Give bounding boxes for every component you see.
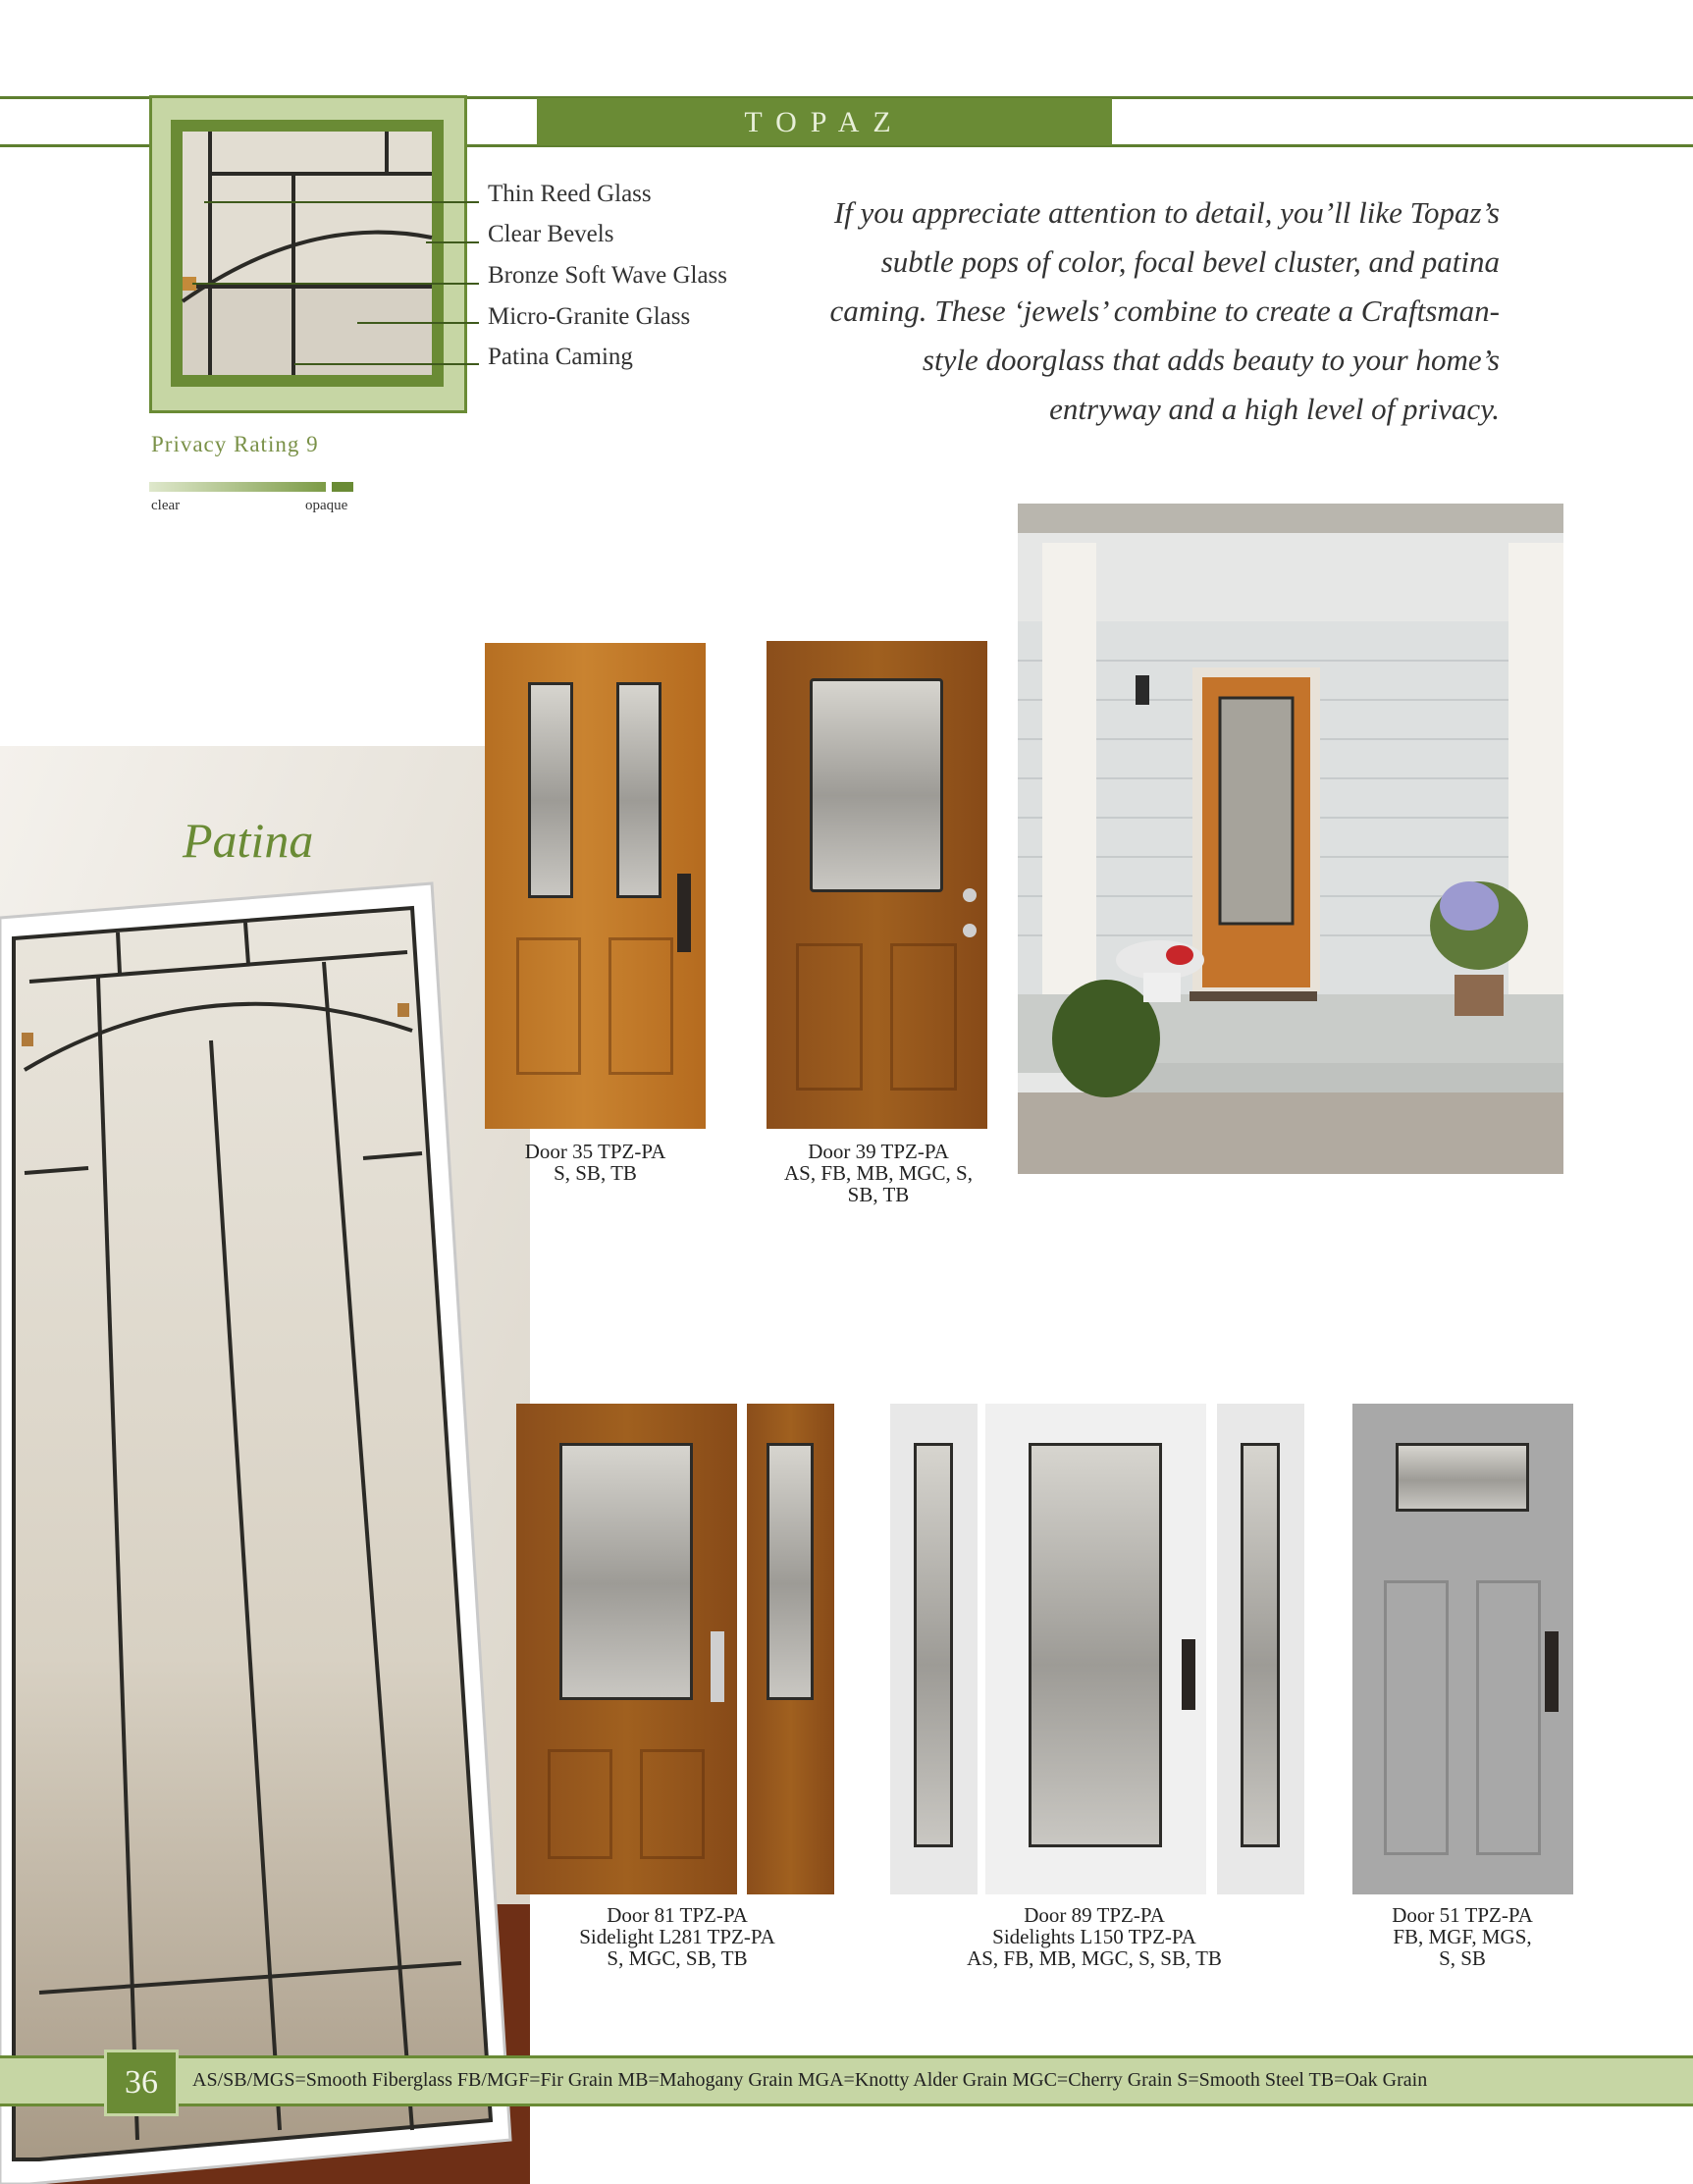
door-panel xyxy=(608,937,673,1075)
door-35-caption xyxy=(485,1141,706,1184)
door-handle xyxy=(711,1631,724,1702)
door-panel xyxy=(1384,1580,1449,1855)
caming-label: Patina xyxy=(183,813,314,868)
callout-line xyxy=(357,322,479,324)
caption-line: Door 39 TPZ-PA xyxy=(808,1140,949,1163)
feature-thin-reed-glass: Thin Reed Glass xyxy=(488,181,652,207)
feature-patina-caming: Patina Caming xyxy=(488,344,633,370)
caption-line: SB, TB xyxy=(847,1183,910,1206)
door-89-caption xyxy=(942,1904,1246,1969)
page-number: 36 xyxy=(104,2050,179,2116)
sidelight-l150-right-image xyxy=(1217,1404,1304,1894)
sidelight-glass xyxy=(767,1443,814,1700)
door-glass xyxy=(559,1443,693,1700)
door-panel xyxy=(640,1749,705,1859)
caption-line: S, SB, TB xyxy=(554,1161,637,1185)
caption-line: Door 51 TPZ-PA xyxy=(1392,1903,1533,1927)
series-title: TOPAZ xyxy=(537,98,1112,145)
door-glass xyxy=(528,682,573,898)
door-handle xyxy=(677,874,691,952)
door-89-image xyxy=(985,1404,1206,1894)
glass-swatch xyxy=(171,120,444,387)
caption-line: FB, MGF, MGS, xyxy=(1393,1925,1532,1948)
door-panel xyxy=(890,943,957,1091)
privacy-rating: Privacy Rating 9 xyxy=(151,432,319,456)
intro-paragraph: If you appreciate attention to detail, you’ll like Topaz’s subtle pops of color, focal bevel cluster, and patina caming. These ‘jewels’ combine to create a Craftsman-style doorglass that adds beauty to your home’s entryway and a high level of privacy. xyxy=(829,195,1500,426)
door-handle xyxy=(1545,1631,1559,1712)
door-panel xyxy=(516,937,581,1075)
door-35-image xyxy=(485,643,706,1129)
door-panel xyxy=(548,1749,612,1859)
large-glass-photo xyxy=(0,746,530,2184)
callout-line xyxy=(426,241,479,243)
callout-line xyxy=(192,283,479,285)
callout-line xyxy=(204,201,479,203)
privacy-scale-max: opaque xyxy=(305,498,348,513)
sidelight-l150-left-image xyxy=(890,1404,978,1894)
door-39-image xyxy=(767,641,987,1129)
caption-line: S, SB xyxy=(1439,1946,1486,1970)
callout-line xyxy=(294,363,479,365)
sidelight-glass xyxy=(1241,1443,1280,1847)
door-51-image xyxy=(1352,1404,1573,1894)
door-81-image xyxy=(516,1404,737,1894)
caption-line: Sidelight L281 TPZ-PA xyxy=(579,1925,775,1948)
caption-line: Door 35 TPZ-PA xyxy=(524,1140,666,1163)
feature-micro-granite-glass: Micro-Granite Glass xyxy=(488,303,691,330)
caption-line: Door 81 TPZ-PA xyxy=(607,1903,748,1927)
caption-line: Door 89 TPZ-PA xyxy=(1024,1903,1165,1927)
door-glass xyxy=(1396,1443,1529,1512)
porch-photo xyxy=(1018,504,1563,1174)
privacy-scale-bar xyxy=(149,482,326,492)
caption-line: AS, FB, MB, MGC, S, SB, TB xyxy=(967,1946,1222,1970)
door-panel xyxy=(796,943,863,1091)
sidelight-glass xyxy=(914,1443,953,1847)
door-glass xyxy=(1029,1443,1162,1847)
door-knob xyxy=(963,924,977,937)
door-glass xyxy=(810,678,943,892)
door-81-caption xyxy=(550,1904,805,1969)
porch-photo-art xyxy=(1018,504,1563,1174)
glass-swatch-art xyxy=(171,120,444,387)
privacy-scale-min: clear xyxy=(151,498,181,513)
caption-line: S, MGC, SB, TB xyxy=(607,1946,748,1970)
door-51-caption xyxy=(1340,1904,1585,1969)
caption-line: Sidelights L150 TPZ-PA xyxy=(992,1925,1196,1948)
feature-bronze-soft-wave-glass: Bronze Soft Wave Glass xyxy=(488,262,728,289)
feature-clear-bevels: Clear Bevels xyxy=(488,221,614,247)
door-handle xyxy=(1182,1639,1195,1710)
large-glass-art xyxy=(0,746,530,2184)
finish-legend: AS/SB/MGS=Smooth Fiberglass FB/MGF=Fir Grain MB=Mahogany Grain MGA=Knotty Alder Grain MGC=Cherry Grain S=Smooth Steel TB=Oak Grain xyxy=(192,2069,1428,2091)
footer-rule-bottom xyxy=(0,2104,1693,2106)
door-knob xyxy=(963,888,977,902)
door-glass xyxy=(616,682,661,898)
caption-line: AS, FB, MB, MGC, S, xyxy=(784,1161,973,1185)
door-39-caption xyxy=(756,1141,1001,1205)
door-panel xyxy=(1476,1580,1541,1855)
sidelight-l281-image xyxy=(747,1404,834,1894)
privacy-scale-marker xyxy=(332,482,353,492)
footer-rule-top xyxy=(0,2055,1693,2058)
